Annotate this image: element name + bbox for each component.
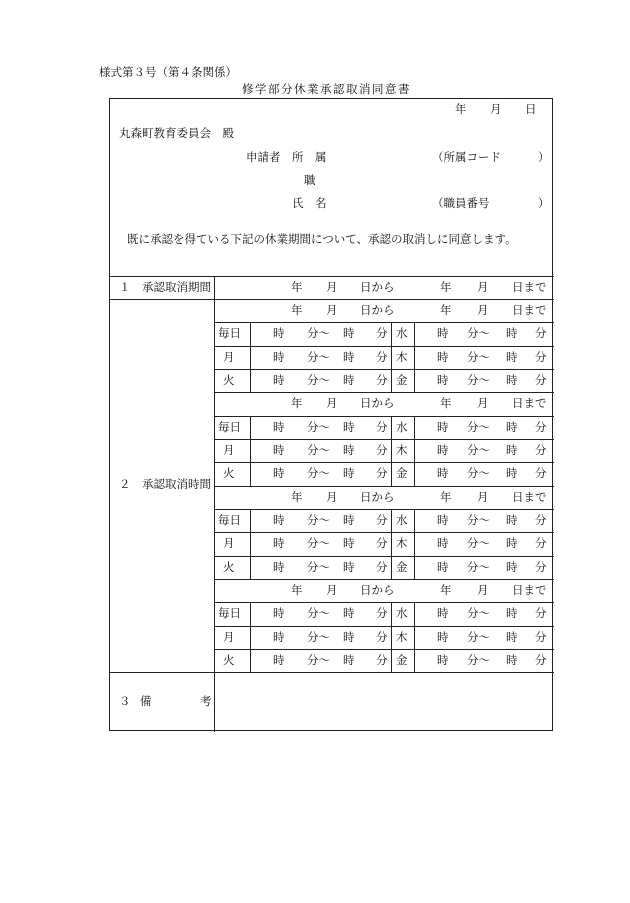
start-hour: 時 — [437, 629, 449, 644]
page-title: 修学部分休業承認取消同意書 — [242, 82, 411, 96]
start-hour: 時 — [273, 559, 285, 574]
end-minute: 分 — [535, 466, 547, 481]
start-hour: 時 — [273, 349, 285, 364]
start-hour: 時 — [437, 349, 449, 364]
day-label-left: 月 — [223, 629, 235, 644]
end-minute: 分 — [535, 442, 547, 457]
affiliation-code-label: （所属コード — [432, 150, 501, 164]
end-minute: 分 — [376, 349, 388, 364]
time-row-divider — [214, 509, 554, 510]
start-hour: 時 — [437, 442, 449, 457]
end-minute: 分 — [535, 559, 547, 574]
end-minute: 分 — [535, 606, 547, 621]
time-row-divider — [214, 416, 554, 417]
start-minute: 分～ — [467, 629, 490, 644]
time-grid-divider — [414, 602, 415, 672]
day-label-right: 金 — [396, 559, 408, 574]
end-hour: 時 — [506, 652, 518, 667]
time-grid-divider — [391, 322, 392, 392]
end-minute: 分 — [376, 606, 388, 621]
end-minute: 分 — [376, 629, 388, 644]
day-label-right: 水 — [396, 512, 408, 527]
start-minute: 分～ — [467, 372, 490, 387]
date-day: 日 — [525, 102, 537, 116]
end-minute: 分 — [535, 326, 547, 341]
start-hour: 時 — [273, 652, 285, 667]
day-label-right: 水 — [396, 419, 408, 434]
day-label-right: 水 — [396, 606, 408, 621]
time-block-day-from: 日から — [360, 396, 395, 411]
time-block-year-1: 年 — [291, 582, 303, 597]
item3-label-b: 考 — [200, 694, 212, 708]
start-hour: 時 — [273, 629, 285, 644]
start-minute: 分～ — [307, 372, 330, 387]
time-row-divider — [214, 462, 554, 463]
form-number: 様式第３号（第４条関係） — [99, 65, 237, 79]
start-minute: 分～ — [467, 606, 490, 621]
time-block-year-2: 年 — [440, 303, 452, 317]
period-year-2: 年 — [440, 280, 452, 294]
day-label-left: 火 — [223, 466, 235, 481]
day-label-left: 毎日 — [218, 326, 241, 341]
staff-number-close: ） — [538, 196, 550, 210]
form-box — [109, 98, 553, 731]
start-hour: 時 — [273, 536, 285, 551]
time-block-month-1: 月 — [326, 582, 338, 597]
start-hour: 時 — [273, 512, 285, 527]
end-minute: 分 — [376, 512, 388, 527]
period-day-until: 日まで — [512, 280, 547, 294]
end-hour: 時 — [343, 606, 355, 621]
end-minute: 分 — [376, 419, 388, 434]
end-minute: 分 — [376, 559, 388, 574]
end-minute: 分 — [535, 349, 547, 364]
end-hour: 時 — [343, 652, 355, 667]
end-minute: 分 — [535, 372, 547, 387]
end-minute: 分 — [376, 326, 388, 341]
time-block-day-from: 日から — [360, 582, 395, 597]
start-minute: 分～ — [307, 442, 330, 457]
end-hour: 時 — [343, 466, 355, 481]
time-block-day-until: 日まで — [512, 489, 547, 504]
time-block-month-2: 月 — [477, 396, 489, 411]
time-row-divider — [214, 346, 554, 347]
item2-label: ２ 承認取消時間 — [119, 477, 211, 491]
day-label-right: 水 — [396, 326, 408, 341]
end-hour: 時 — [343, 326, 355, 341]
time-grid-divider — [414, 416, 415, 486]
day-label-right: 木 — [396, 349, 408, 364]
day-label-left: 毎日 — [218, 419, 241, 434]
end-hour: 時 — [343, 512, 355, 527]
time-grid-divider — [391, 509, 392, 579]
time-block-month-1: 月 — [326, 303, 338, 317]
staff-number-label: （職員番号 — [432, 196, 490, 210]
end-hour: 時 — [506, 466, 518, 481]
start-hour: 時 — [437, 652, 449, 667]
applicant-label: 申請者 — [246, 150, 281, 164]
end-hour: 時 — [506, 606, 518, 621]
start-hour: 時 — [273, 466, 285, 481]
time-block-year-2: 年 — [440, 396, 452, 411]
day-label-left: 月 — [223, 442, 235, 457]
day-label-right: 木 — [396, 629, 408, 644]
end-hour: 時 — [343, 536, 355, 551]
time-block-day-until: 日まで — [512, 582, 547, 597]
time-row-divider — [214, 649, 554, 650]
end-hour: 時 — [506, 326, 518, 341]
day-label-left: 火 — [223, 372, 235, 387]
start-minute: 分～ — [467, 536, 490, 551]
start-hour: 時 — [437, 372, 449, 387]
period-month-1: 月 — [326, 280, 338, 294]
end-minute: 分 — [376, 466, 388, 481]
start-minute: 分～ — [307, 512, 330, 527]
time-grid-divider — [414, 509, 415, 579]
position-label: 職 — [304, 173, 316, 187]
end-hour: 時 — [506, 559, 518, 574]
start-minute: 分～ — [307, 606, 330, 621]
day-label-left: 月 — [223, 349, 235, 364]
start-minute: 分～ — [467, 559, 490, 574]
end-hour: 時 — [506, 536, 518, 551]
end-hour: 時 — [506, 512, 518, 527]
start-hour: 時 — [437, 326, 449, 341]
day-label-left: 月 — [223, 536, 235, 551]
time-grid-divider — [250, 602, 251, 672]
divider-header — [110, 276, 554, 277]
affiliation-code-close: ） — [538, 150, 550, 164]
start-hour: 時 — [273, 606, 285, 621]
start-minute: 分～ — [467, 349, 490, 364]
time-row-divider — [214, 602, 554, 603]
day-label-left: 毎日 — [218, 512, 241, 527]
period-day-from: 日から — [360, 280, 395, 294]
end-minute: 分 — [535, 512, 547, 527]
time-row-divider — [214, 369, 554, 370]
start-hour: 時 — [437, 606, 449, 621]
time-row-divider — [214, 322, 554, 323]
time-block-divider — [214, 579, 554, 580]
day-label-right: 木 — [396, 536, 408, 551]
period-year-1: 年 — [291, 280, 303, 294]
name-label: 氏 名 — [292, 196, 327, 210]
day-label-right: 木 — [396, 442, 408, 457]
start-minute: 分～ — [467, 466, 490, 481]
time-block-year-2: 年 — [440, 582, 452, 597]
start-minute: 分～ — [307, 536, 330, 551]
start-hour: 時 — [273, 442, 285, 457]
end-hour: 時 — [343, 629, 355, 644]
start-minute: 分～ — [307, 419, 330, 434]
item3-label-a: 備 — [140, 694, 152, 708]
start-minute: 分～ — [467, 442, 490, 457]
start-minute: 分～ — [467, 326, 490, 341]
time-grid-divider — [250, 322, 251, 392]
end-hour: 時 — [506, 372, 518, 387]
time-block-year-1: 年 — [291, 396, 303, 411]
start-minute: 分～ — [307, 629, 330, 644]
start-hour: 時 — [437, 419, 449, 434]
time-grid-divider — [391, 602, 392, 672]
time-grid-divider — [391, 416, 392, 486]
divider-item2 — [110, 672, 554, 673]
start-hour: 時 — [273, 372, 285, 387]
time-block-day-from: 日から — [360, 303, 395, 317]
day-label-left: 火 — [223, 559, 235, 574]
time-grid-divider — [250, 416, 251, 486]
statement: 既に承認を得ている下記の休業期間について、承認の取消しに同意します。 — [127, 232, 517, 246]
affiliation-label: 所 属 — [292, 150, 327, 164]
start-minute: 分～ — [467, 652, 490, 667]
end-minute: 分 — [376, 652, 388, 667]
time-block-day-until: 日まで — [512, 303, 547, 317]
time-block-day-until: 日まで — [512, 396, 547, 411]
start-minute: 分～ — [467, 512, 490, 527]
date-year: 年 — [455, 102, 467, 116]
time-block-day-from: 日から — [360, 489, 395, 504]
time-row-divider — [214, 439, 554, 440]
day-label-left: 毎日 — [218, 606, 241, 621]
end-minute: 分 — [376, 536, 388, 551]
end-hour: 時 — [506, 442, 518, 457]
time-block-year-1: 年 — [291, 489, 303, 504]
time-grid-divider — [250, 509, 251, 579]
day-label-right: 金 — [396, 652, 408, 667]
end-minute: 分 — [535, 419, 547, 434]
start-minute: 分～ — [307, 326, 330, 341]
day-label-right: 金 — [396, 372, 408, 387]
time-block-divider — [214, 392, 554, 393]
label-column-divider — [214, 276, 215, 732]
time-block-year-1: 年 — [291, 303, 303, 317]
date-month: 月 — [490, 102, 502, 116]
end-hour: 時 — [506, 629, 518, 644]
end-hour: 時 — [343, 559, 355, 574]
start-hour: 時 — [437, 466, 449, 481]
time-block-month-2: 月 — [477, 582, 489, 597]
end-minute: 分 — [376, 372, 388, 387]
time-grid-divider — [414, 322, 415, 392]
day-label-left: 火 — [223, 652, 235, 667]
time-block-month-2: 月 — [477, 303, 489, 317]
divider-item1 — [110, 299, 554, 300]
time-block-month-1: 月 — [326, 489, 338, 504]
item3-label-number: ３ — [119, 694, 131, 708]
end-hour: 時 — [343, 349, 355, 364]
start-minute: 分～ — [307, 559, 330, 574]
start-minute: 分～ — [307, 466, 330, 481]
start-minute: 分～ — [307, 652, 330, 667]
start-minute: 分～ — [467, 419, 490, 434]
start-hour: 時 — [437, 536, 449, 551]
end-hour: 時 — [343, 419, 355, 434]
start-hour: 時 — [273, 326, 285, 341]
end-minute: 分 — [535, 629, 547, 644]
time-block-year-2: 年 — [440, 489, 452, 504]
time-row-divider — [214, 626, 554, 627]
end-hour: 時 — [506, 419, 518, 434]
time-row-divider — [214, 532, 554, 533]
start-hour: 時 — [273, 419, 285, 434]
end-hour: 時 — [343, 372, 355, 387]
end-minute: 分 — [535, 652, 547, 667]
time-block-month-2: 月 — [477, 489, 489, 504]
time-row-divider — [214, 556, 554, 557]
item1-label: １ 承認取消期間 — [119, 280, 211, 294]
end-minute: 分 — [376, 442, 388, 457]
period-month-2: 月 — [477, 280, 489, 294]
end-hour: 時 — [343, 442, 355, 457]
start-hour: 時 — [437, 512, 449, 527]
day-label-right: 金 — [396, 466, 408, 481]
start-hour: 時 — [437, 559, 449, 574]
end-minute: 分 — [535, 536, 547, 551]
end-hour: 時 — [506, 349, 518, 364]
addressee: 丸森町教育委員会 殿 — [119, 126, 234, 140]
start-minute: 分～ — [307, 349, 330, 364]
time-block-month-1: 月 — [326, 396, 338, 411]
time-block-divider — [214, 486, 554, 487]
